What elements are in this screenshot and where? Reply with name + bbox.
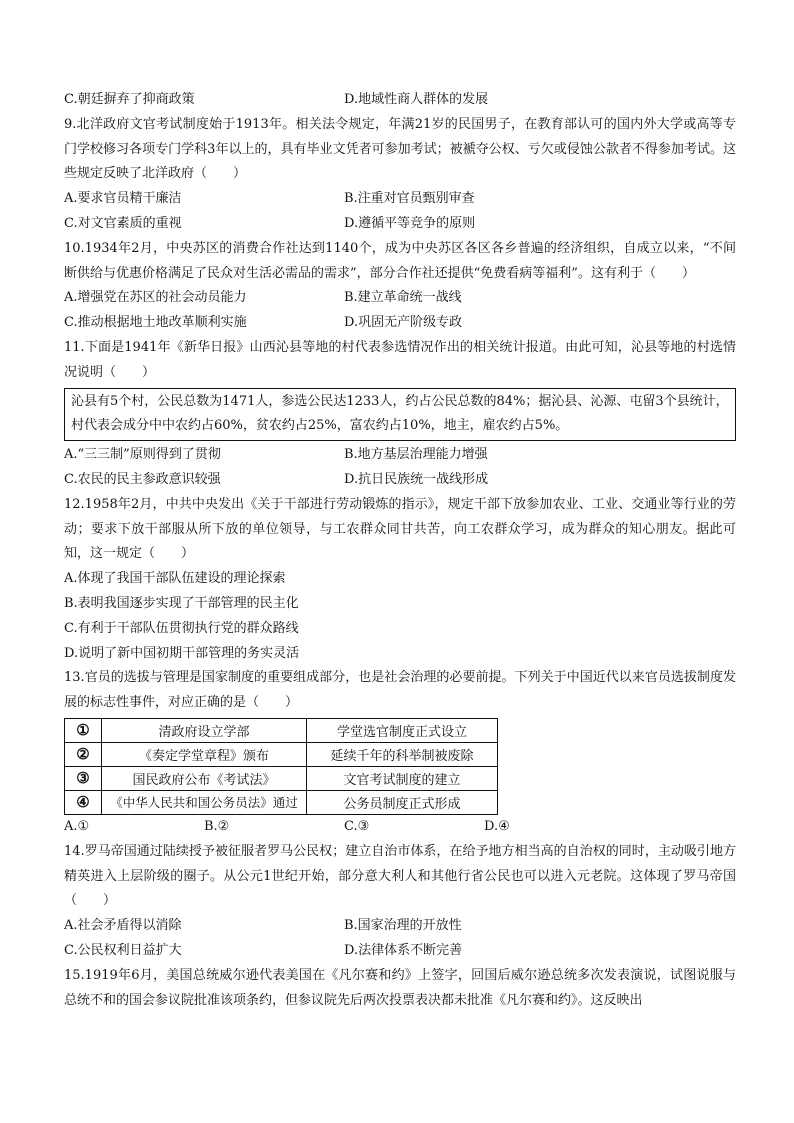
- q13-stem: 13.官员的选拔与管理是国家制度的重要组成部分，也是社会治理的必要前提。下列关于中国近代以来官员选拔制度发展的标志性事件，对应正确的是（ ）: [64, 670, 736, 711]
- q12-stem: 12.1958年2月，中共中央发出《关于干部进行劳动锻炼的指示》，规定干部下放参加农业、工业、交通业等行业的劳动；要求下放干部服从所下放的单位领导，与工农群众同甘共苦，向工农群众学习，成为群众的知心朋友。据此可知，这一规定（ ）: [64, 496, 736, 562]
- q11-material-box: 沁县有5个村，公民总数为1471人，参选公民达1233人，约占公民总数的84%；据沁县、沁源、屯留3个县统计，村代表会成分中中农约占60%，贫农约占25%，富农约占10%，地主，雇农约占5%。: [64, 388, 736, 442]
- q13-row1-result: 学堂选官制度正式设立: [307, 718, 498, 742]
- q13-table: [64, 718, 498, 815]
- q10-options-row2: [64, 311, 736, 336]
- q13-row1-num: ①: [65, 718, 102, 742]
- q9-option-a[interactable]: A.要求官员精干廉洁: [64, 191, 182, 207]
- q14-option-c[interactable]: C.公民权利日益扩大: [64, 942, 182, 958]
- q10-option-c[interactable]: C.推动根据地土地改革顺利实施: [64, 315, 247, 331]
- q9-option-c[interactable]: C.对文官素质的重视: [64, 215, 182, 231]
- q9-option-b[interactable]: B.注重对官员甄别审查: [344, 191, 475, 207]
- q13-row4-event: 《中华人民共和国公务员法》通过: [102, 790, 307, 814]
- q10-options-row1: [64, 286, 736, 311]
- q9-option-d[interactable]: D.遵循平等竞争的原则: [344, 215, 476, 231]
- q9-options-row1: [64, 187, 736, 212]
- q15-stem: 15.1919年6月，美国总统威尔逊代表美国在《凡尔赛和约》上签字，回国后威尔逊总统多次发表演说，试图说服与总统不和的国会参议院批准该项条约，但参议院先后两次投票表决都未批准《凡尔赛和约》。这反映出: [64, 967, 736, 1008]
- q11-stem: 11.下面是1941年《新华日报》山西沁县等地的村代表参选情况作出的相关统计报道。由此可知，沁县等地的村选情况说明（ ）: [64, 339, 736, 380]
- q12-option-b[interactable]: B.表明我国逐步实现了干部管理的民主化: [64, 595, 299, 611]
- q11-options-row2: [64, 468, 736, 493]
- q14-option-d[interactable]: D.法律体系不断完善: [344, 942, 463, 958]
- q13-row3-num: ③: [65, 766, 102, 790]
- q9-stem: 9.北洋政府文官考试制度始于1913年。相关法令规定，年满21岁的民国男子，在教育部认可的国内外大学或高等专门学校修习各项专门学科3年以上的，具有毕业文凭者可参加考试；被褫夺公权、亏欠或侵蚀公款者不得参加考试。这些规定反映了北洋政府（ ）: [64, 116, 736, 182]
- q11-options-row1: [64, 443, 736, 468]
- table-row: [65, 742, 498, 766]
- q13-options: [64, 815, 736, 840]
- q12-option-a[interactable]: A.体现了我国干部队伍建设的理论探索: [64, 571, 286, 587]
- q12-option-c[interactable]: C.有利于干部队伍贯彻执行党的群众路线: [64, 620, 299, 636]
- q11-option-b[interactable]: B.地方基层治理能力增强: [344, 447, 488, 463]
- q12-option-d[interactable]: D.说明了新中国初期干部管理的务实灵活: [64, 645, 300, 661]
- q11-option-a[interactable]: A.“三三制”原则得到了贯彻: [64, 447, 221, 463]
- table-row: [65, 718, 498, 742]
- q13-row2-num: ②: [65, 742, 102, 766]
- q14-options-row2: [64, 939, 736, 964]
- table-row: [65, 790, 498, 814]
- q8-option-d[interactable]: D.地域性商人群体的发展: [344, 92, 489, 107]
- q10-option-a[interactable]: A.增强党在苏区的社会动员能力: [64, 290, 247, 306]
- q13-row4-num: ④: [65, 790, 102, 814]
- table-row: [65, 766, 498, 790]
- q10-option-b[interactable]: B.建立革命统一战线: [344, 290, 462, 306]
- q10-stem: 10.1934年2月，中央苏区的消费合作社达到1140个，成为中央苏区各区各乡普遍的经济组织，自成立以来，“不间断供给与优惠价格满足了民众对生活必需品的需求”，部分合作社还提供“免费看病等福利”。这有利于（ ）: [64, 240, 736, 281]
- q13-option-d[interactable]: D.④: [484, 818, 510, 834]
- q13-row4-result: 公务员制度正式形成: [307, 790, 498, 814]
- q13-option-a[interactable]: A.①: [64, 818, 90, 834]
- q14-option-a[interactable]: A.社会矛盾得以消除: [64, 918, 182, 934]
- q13-row2-result: 延续千年的科举制被废除: [307, 742, 498, 766]
- q13-option-b[interactable]: B.②: [204, 818, 230, 834]
- q11-option-d[interactable]: D.抗日民族统一战线形成: [344, 471, 489, 487]
- q8-option-c[interactable]: C.朝廷摒弃了抑商政策: [64, 92, 195, 107]
- q14-option-b[interactable]: B.国家治理的开放性: [344, 918, 462, 934]
- q13-row2-event: 《奏定学堂章程》颁布: [102, 742, 307, 766]
- q11-option-c[interactable]: C.农民的民主参政意识较强: [64, 471, 221, 487]
- q10-option-d[interactable]: D.巩固无产阶级专政: [344, 315, 463, 331]
- q14-options-row1: [64, 914, 736, 939]
- q13-row3-event: 国民政府公布《考试法》: [102, 766, 307, 790]
- q14-stem: 14.罗马帝国通过陆续授予被征服者罗马公民权；建立自治市体系，在给予地方相当高的自治权的同时，主动吸引地方精英进入上层阶级的圈子。从公元1世纪开始，部分意大利人和其他行省公民也可以进入元老院。这体现了罗马帝国（ ）: [64, 843, 736, 909]
- q9-options-row2: [64, 212, 736, 237]
- q8-options: [64, 88, 736, 113]
- q13-option-c[interactable]: C.③: [344, 818, 370, 834]
- exam-page: [64, 88, 736, 1013]
- q13-row3-result: 文官考试制度的建立: [307, 766, 498, 790]
- q13-row1-event: 清政府设立学部: [102, 718, 307, 742]
